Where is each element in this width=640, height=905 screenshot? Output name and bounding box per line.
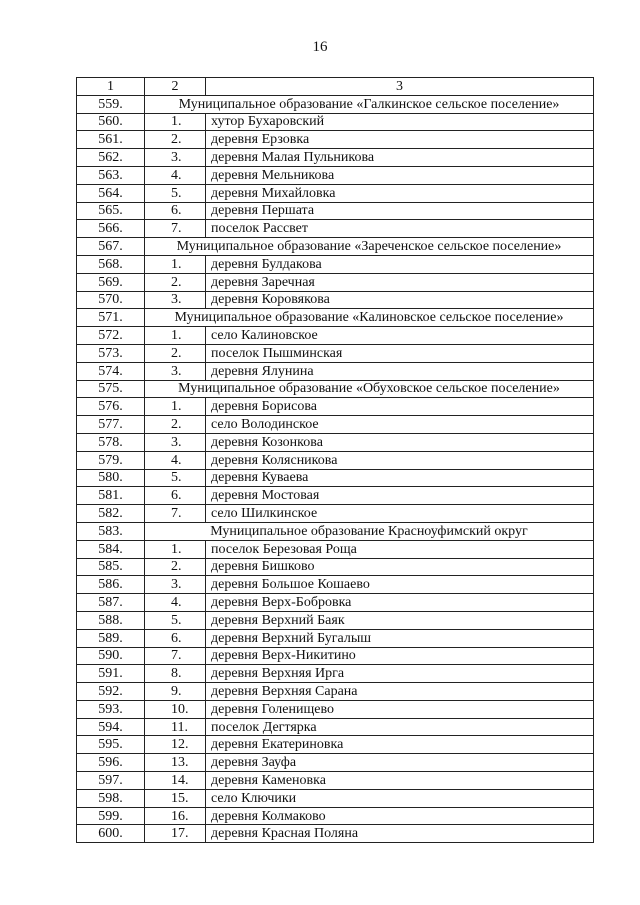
row-number: 574.	[77, 362, 145, 380]
row-number: 576.	[77, 398, 145, 416]
settlement-name: деревня Верхний Баяк	[206, 611, 594, 629]
row-number: 561.	[77, 131, 145, 149]
settlement-name: село Ключики	[206, 789, 594, 807]
row-index: 1.	[145, 540, 206, 558]
table-row	[77, 220, 594, 238]
row-index: 2.	[145, 558, 206, 576]
row-number: 562.	[77, 149, 145, 167]
settlement-name: деревня Екатериновка	[206, 736, 594, 754]
settlement-name: деревня Голенищево	[206, 700, 594, 718]
row-number: 579.	[77, 451, 145, 469]
row-number: 599.	[77, 807, 145, 825]
settlement-name: деревня Красная Поляна	[206, 825, 594, 843]
row-number: 586.	[77, 576, 145, 594]
table-row	[77, 184, 594, 202]
row-index: 3.	[145, 576, 206, 594]
row-number: 565.	[77, 202, 145, 220]
settlement-name: деревня Куваева	[206, 469, 594, 487]
row-number: 564.	[77, 184, 145, 202]
row-number: 575.	[77, 380, 145, 398]
row-index: 7.	[145, 647, 206, 665]
row-index: 3.	[145, 433, 206, 451]
municipality-title: Муниципальное образование «Обуховское сельское поселение»	[145, 380, 594, 398]
settlements-table	[76, 77, 594, 843]
row-number: 587.	[77, 594, 145, 612]
row-index: 2.	[145, 344, 206, 362]
row-index: 16.	[145, 807, 206, 825]
settlement-name: деревня Булдакова	[206, 255, 594, 273]
row-index: 2.	[145, 416, 206, 434]
row-index: 11.	[145, 718, 206, 736]
row-number: 592.	[77, 683, 145, 701]
row-index: 5.	[145, 611, 206, 629]
row-index: 4.	[145, 451, 206, 469]
row-number: 585.	[77, 558, 145, 576]
row-number: 569.	[77, 273, 145, 291]
table-row	[77, 202, 594, 220]
settlement-name: деревня Большое Кошаево	[206, 576, 594, 594]
settlement-name: поселок Дегтярка	[206, 718, 594, 736]
table-row	[77, 273, 594, 291]
row-number: 590.	[77, 647, 145, 665]
row-index: 15.	[145, 789, 206, 807]
settlement-name: деревня Зауфа	[206, 754, 594, 772]
settlement-name: поселок Пышминская	[206, 344, 594, 362]
row-number: 572.	[77, 327, 145, 345]
table-row	[77, 540, 594, 558]
row-number: 567.	[77, 238, 145, 256]
table-header-row	[77, 78, 594, 96]
row-number: 593.	[77, 700, 145, 718]
settlement-name: село Шилкинское	[206, 505, 594, 523]
row-number: 581.	[77, 487, 145, 505]
municipality-title: Муниципальное образование Красноуфимский округ	[145, 522, 594, 540]
settlement-name: деревня Ялунина	[206, 362, 594, 380]
settlement-name: деревня Коровякова	[206, 291, 594, 309]
row-number: 600.	[77, 825, 145, 843]
row-number: 598.	[77, 789, 145, 807]
row-index: 10.	[145, 700, 206, 718]
row-index: 5.	[145, 184, 206, 202]
settlement-name: деревня Верхняя Сарана	[206, 683, 594, 701]
table-row	[77, 736, 594, 754]
table-row	[77, 433, 594, 451]
column-header-3: 3	[206, 78, 594, 96]
table-row	[77, 718, 594, 736]
settlement-name: деревня Козонкова	[206, 433, 594, 451]
row-index: 8.	[145, 665, 206, 683]
settlement-name: деревня Михайловка	[206, 184, 594, 202]
settlement-name: деревня Верх-Никитино	[206, 647, 594, 665]
table-row	[77, 327, 594, 345]
row-index: 3.	[145, 149, 206, 167]
row-number: 573.	[77, 344, 145, 362]
row-number: 583.	[77, 522, 145, 540]
row-number: 571.	[77, 309, 145, 327]
settlement-name: село Володинское	[206, 416, 594, 434]
row-number: 570.	[77, 291, 145, 309]
row-index: 7.	[145, 505, 206, 523]
table-row	[77, 700, 594, 718]
row-index: 6.	[145, 202, 206, 220]
row-index: 4.	[145, 166, 206, 184]
settlement-name: деревня Колясникова	[206, 451, 594, 469]
column-header-2: 2	[145, 78, 206, 96]
settlement-name: деревня Малая Пульникова	[206, 149, 594, 167]
row-index: 1.	[145, 113, 206, 131]
table-row	[77, 683, 594, 701]
row-number: 566.	[77, 220, 145, 238]
row-number: 568.	[77, 255, 145, 273]
settlement-name: деревня Колмаково	[206, 807, 594, 825]
settlement-name: деревня Мельникова	[206, 166, 594, 184]
row-index: 6.	[145, 487, 206, 505]
table-row	[77, 807, 594, 825]
row-number: 589.	[77, 629, 145, 647]
row-number: 596.	[77, 754, 145, 772]
table-body	[77, 95, 594, 842]
row-number: 563.	[77, 166, 145, 184]
table-group-row	[77, 238, 594, 256]
table-row	[77, 451, 594, 469]
row-index: 2.	[145, 131, 206, 149]
page-number: 16	[312, 39, 328, 55]
table-row	[77, 255, 594, 273]
table-row	[77, 558, 594, 576]
settlement-name: хутор Бухаровский	[206, 113, 594, 131]
row-number: 588.	[77, 611, 145, 629]
settlement-name: поселок Рассвет	[206, 220, 594, 238]
settlement-name: деревня Верхний Бугалыш	[206, 629, 594, 647]
settlement-name: деревня Першата	[206, 202, 594, 220]
municipality-title: Муниципальное образование «Калиновское сельское поселение»	[145, 309, 594, 327]
settlement-name: деревня Верх-Бобровка	[206, 594, 594, 612]
row-number: 594.	[77, 718, 145, 736]
row-index: 2.	[145, 273, 206, 291]
row-index: 5.	[145, 469, 206, 487]
row-number: 577.	[77, 416, 145, 434]
row-index: 6.	[145, 629, 206, 647]
table-group-row	[77, 309, 594, 327]
settlement-name: деревня Бишково	[206, 558, 594, 576]
row-number: 582.	[77, 505, 145, 523]
table-row	[77, 166, 594, 184]
table-row	[77, 772, 594, 790]
table-row	[77, 576, 594, 594]
table-row	[77, 398, 594, 416]
row-number: 559.	[77, 95, 145, 113]
table-row	[77, 754, 594, 772]
municipality-title: Муниципальное образование «Зареченское сельское поселение»	[145, 238, 594, 256]
table-row	[77, 611, 594, 629]
table-group-row	[77, 95, 594, 113]
settlement-name: деревня Ерзовка	[206, 131, 594, 149]
row-index: 7.	[145, 220, 206, 238]
settlement-name: поселок Березовая Роща	[206, 540, 594, 558]
table-row	[77, 629, 594, 647]
table-row	[77, 362, 594, 380]
settlement-name: село Калиновское	[206, 327, 594, 345]
table-row	[77, 416, 594, 434]
row-index: 12.	[145, 736, 206, 754]
table-row	[77, 344, 594, 362]
table-group-row	[77, 522, 594, 540]
table-row	[77, 505, 594, 523]
table-row	[77, 825, 594, 843]
row-index: 14.	[145, 772, 206, 790]
column-header-1: 1	[77, 78, 145, 96]
row-index: 1.	[145, 398, 206, 416]
row-number: 584.	[77, 540, 145, 558]
row-index: 13.	[145, 754, 206, 772]
table-row	[77, 113, 594, 131]
row-index: 3.	[145, 362, 206, 380]
settlement-name: деревня Каменовка	[206, 772, 594, 790]
table-row	[77, 594, 594, 612]
settlement-name: деревня Верхняя Ирга	[206, 665, 594, 683]
table-group-row	[77, 380, 594, 398]
row-index: 9.	[145, 683, 206, 701]
table-row	[77, 469, 594, 487]
table-row	[77, 149, 594, 167]
row-number: 591.	[77, 665, 145, 683]
settlement-name: деревня Мостовая	[206, 487, 594, 505]
settlement-name: деревня Борисова	[206, 398, 594, 416]
table-row	[77, 131, 594, 149]
municipality-title: Муниципальное образование «Галкинское сельское поселение»	[145, 95, 594, 113]
row-number: 595.	[77, 736, 145, 754]
table-row	[77, 291, 594, 309]
row-index: 4.	[145, 594, 206, 612]
row-number: 560.	[77, 113, 145, 131]
row-index: 1.	[145, 327, 206, 345]
row-number: 580.	[77, 469, 145, 487]
settlement-name: деревня Заречная	[206, 273, 594, 291]
row-number: 597.	[77, 772, 145, 790]
row-index: 1.	[145, 255, 206, 273]
table-row	[77, 647, 594, 665]
row-index: 3.	[145, 291, 206, 309]
table-row	[77, 487, 594, 505]
table-row	[77, 789, 594, 807]
table-row	[77, 665, 594, 683]
row-index: 17.	[145, 825, 206, 843]
row-number: 578.	[77, 433, 145, 451]
